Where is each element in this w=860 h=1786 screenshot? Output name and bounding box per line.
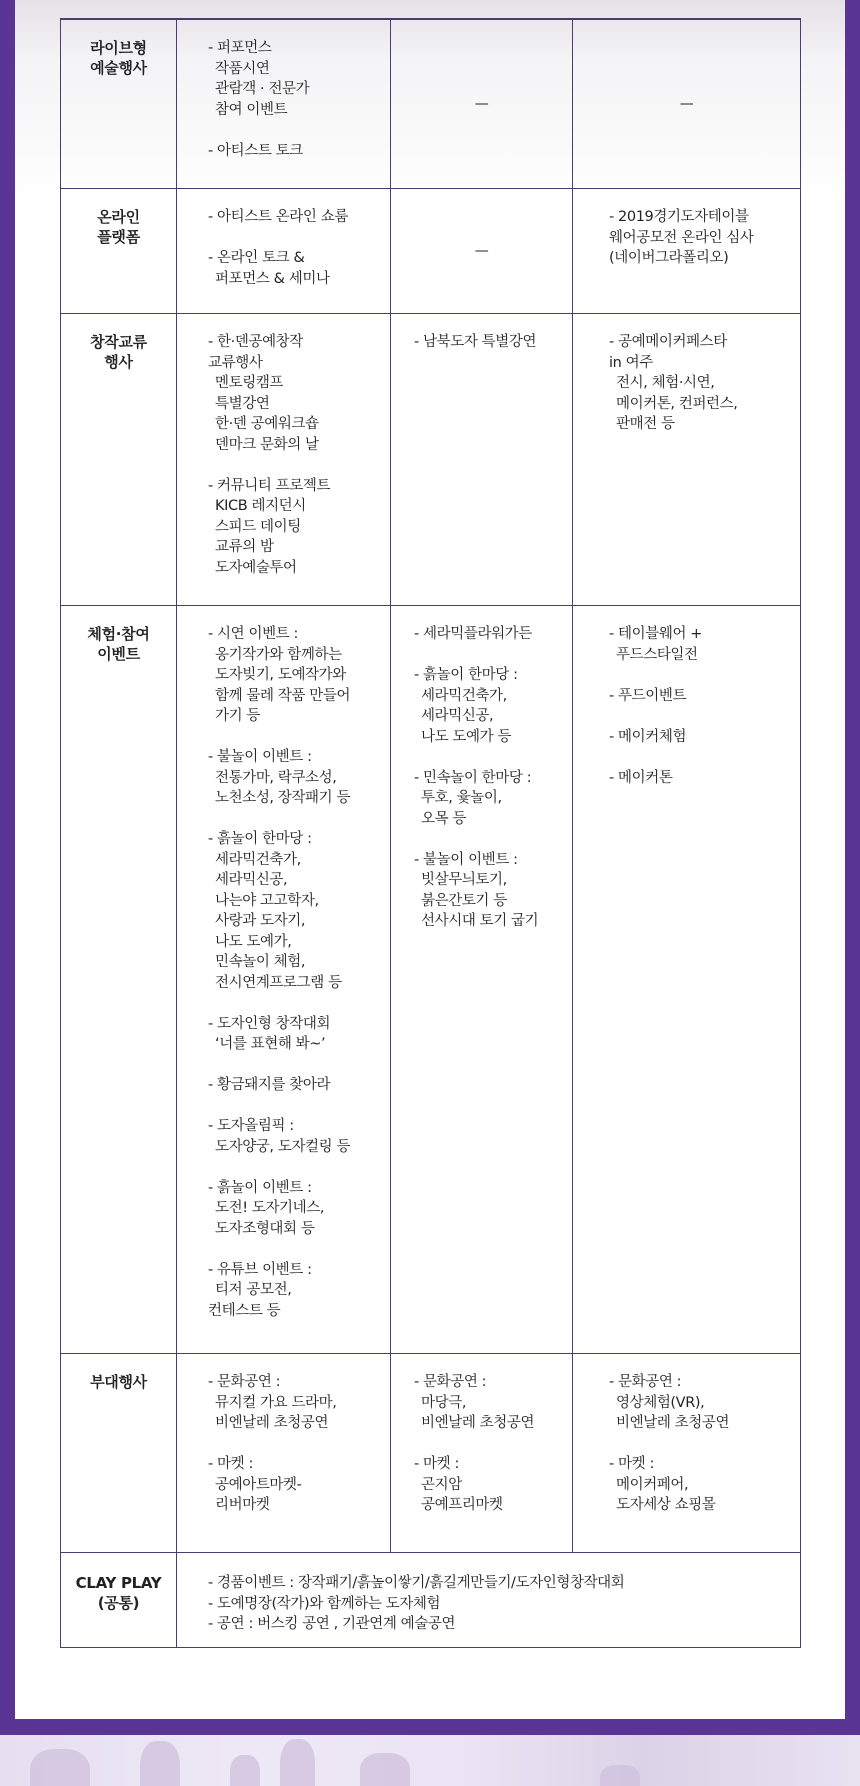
cell-item-heading: - 마켓 :	[609, 1456, 654, 1472]
cell-item-detail: 전시연계프로그램 등	[215, 974, 342, 991]
cell-item-detail: 특별강연	[215, 395, 270, 412]
category-label-line: 체험·참여	[87, 625, 150, 643]
category-label-line: CLAY PLAY	[75, 1574, 162, 1592]
cell-item-detail: 웨어공모전 온라인 심사	[609, 229, 754, 246]
empty-cell-dash: —	[391, 189, 573, 314]
cell-item-detail: ‘너를 표현해 봐~’	[215, 1036, 326, 1052]
cell-item-detail: 사랑과 도자기,	[215, 913, 306, 929]
cell-item-heading: - 테이블웨어 +	[609, 626, 703, 642]
cell-item-group	[208, 747, 382, 809]
cell-item-detail: 비엔날레 초청공연	[421, 1415, 535, 1431]
cell-item-heading: - 한·덴공예창작	[208, 334, 303, 350]
category-label-line: 창작교류	[90, 333, 147, 351]
cell-item-heading: - 커뮤니티 프로젝트	[208, 477, 331, 494]
table-cell	[391, 1354, 573, 1553]
cell-item-group	[208, 207, 382, 228]
cell-item-detail: 나도 도예가,	[215, 933, 292, 950]
cell-item-detail: 나는야 고고학자,	[215, 892, 319, 909]
cell-item-group	[414, 850, 564, 932]
cell-item-heading: - 흙놀이 한마당 :	[414, 667, 518, 683]
cell-item-detail: 민속놀이 체험,	[215, 954, 306, 970]
table-cell	[573, 1354, 801, 1553]
cell-item-heading: - 흙놀이 한마당 :	[208, 831, 312, 847]
cell-item-detail: 오목 등	[421, 810, 467, 827]
cell-item-heading: - 세라믹플라워가든	[414, 626, 532, 642]
table-row	[61, 20, 801, 189]
cell-item-heading: - 도자올림픽 :	[208, 1118, 294, 1134]
table-row	[61, 189, 801, 314]
table-cell	[573, 189, 801, 314]
cell-item-heading: - 메이커톤	[609, 769, 673, 786]
table-cell	[177, 606, 391, 1354]
table-cell	[573, 314, 801, 606]
cell-item-detail: 한·덴 공예워크숍	[215, 416, 319, 432]
row-category	[61, 1553, 177, 1648]
cell-item-detail: in 여주	[609, 354, 653, 371]
cell-item-heading: - 남북도자 특별강연	[414, 334, 537, 350]
cell-item-heading: - 흙놀이 이벤트 :	[208, 1179, 312, 1196]
cell-item-detail: 판매전 등	[616, 416, 675, 432]
cell-item-heading: - 문화공연 :	[414, 1374, 487, 1390]
common-event-line: - 공연 : 버스킹 공연 , 기관연계 예술공연	[208, 1616, 456, 1632]
cell-item-detail: 스피드 데이팅	[215, 518, 301, 535]
category-label-line: (공통)	[97, 1594, 140, 1612]
cell-item-detail: 가기 등	[215, 708, 261, 724]
cell-item-group	[414, 768, 564, 830]
table-cell	[177, 314, 391, 606]
cell-item-detail: 메이커페어,	[616, 1476, 689, 1493]
cell-item-detail: 작품시연	[215, 60, 270, 77]
cell-item-detail: 교류행사	[208, 354, 263, 371]
cell-item-detail: 빗살무늬토기,	[421, 872, 507, 888]
cell-item-group	[414, 332, 564, 353]
row-category	[61, 189, 177, 314]
cell-item-heading: - 황금돼지를 찾아라	[208, 1077, 331, 1093]
purple-frame-right	[845, 0, 860, 1735]
cell-item-detail: 덴마크 문화의 날	[215, 436, 319, 453]
category-label-line: 예술행사	[90, 59, 147, 77]
table-cell	[391, 606, 573, 1354]
empty-cell-dash: —	[391, 20, 573, 189]
cell-item-detail: 함께 물레 작품 만들어	[215, 687, 351, 704]
cell-item-detail: 붉은간토기 등	[421, 892, 507, 909]
cell-item-group	[208, 829, 382, 993]
purple-frame-left	[0, 0, 15, 1735]
cell-item-group	[208, 1372, 382, 1434]
purple-frame-bottom	[0, 1719, 860, 1735]
cell-item-heading: - 메이커체험	[609, 728, 687, 745]
table-cell	[573, 606, 801, 1354]
cell-item-detail: 메이커톤, 컨퍼런스,	[616, 395, 738, 412]
cell-item-detail: 뮤지컬 가요 드라마,	[215, 1394, 337, 1411]
cell-item-detail: 선사시대 토기 굽기	[421, 913, 539, 929]
cell-item-heading: - 푸드이벤트	[609, 687, 687, 704]
cell-item-detail: 비엔날레 초청공연	[616, 1415, 730, 1431]
cell-item-heading: - 민속놀이 한마당 :	[414, 769, 532, 786]
row-category	[61, 20, 177, 189]
cell-item-heading: - 마켓 :	[414, 1456, 459, 1472]
cell-item-group	[609, 207, 792, 269]
cell-item-group	[609, 727, 792, 748]
cell-item-group	[208, 1075, 382, 1096]
cell-item-detail: 교류의 밤	[215, 539, 274, 555]
cell-item-detail: 노천소성, 장작패기 등	[215, 790, 351, 806]
cell-item-group	[609, 332, 792, 435]
cell-item-heading: - 마켓 :	[208, 1456, 253, 1472]
category-label-line: 이벤트	[97, 645, 140, 663]
cell-item-group	[609, 1372, 792, 1434]
table-row	[61, 314, 801, 606]
cell-item-detail: 세라믹신공,	[215, 872, 288, 888]
table-cell	[391, 314, 573, 606]
cell-item-heading: - 유튜브 이벤트 :	[208, 1261, 312, 1278]
cell-item-heading: - 문화공연 :	[208, 1374, 281, 1390]
cell-item-group	[208, 1260, 382, 1322]
cell-item-group	[208, 332, 382, 455]
cell-item-detail: 곤지암	[421, 1476, 462, 1493]
cell-item-detail: 도자예술투어	[215, 559, 297, 576]
cell-item-heading: - 불놀이 이벤트 :	[414, 851, 518, 868]
cell-item-detail: 리버마켓	[215, 1497, 270, 1513]
cell-item-heading: - 문화공연 :	[609, 1374, 682, 1390]
cell-item-detail: 공예아트마켓-	[215, 1476, 302, 1493]
cell-item-heading: - 시연 이벤트 :	[208, 626, 298, 642]
cell-item-detail: 전시, 체험·시연,	[616, 375, 715, 391]
cell-item-group	[208, 1014, 382, 1055]
category-label-line: 온라인	[97, 208, 140, 226]
table-body	[61, 19, 801, 1648]
table-row	[61, 1354, 801, 1553]
cell-item-detail: 옹기작가와 함께하는	[215, 646, 342, 663]
common-event-line: - 경품이벤트 : 장작패기/흙높이쌓기/흙길게만들기/도자인형창작대회	[208, 1575, 625, 1591]
cell-item-heading: - 온라인 토크 &	[208, 250, 305, 266]
table-cell	[177, 1354, 391, 1553]
cell-item-heading: - 불놀이 이벤트 :	[208, 749, 312, 765]
cell-item-detail: 도자조형대회 등	[215, 1220, 315, 1237]
common-event-line: - 도예명장(작가)와 함께하는 도자체험	[208, 1595, 441, 1612]
cell-item-detail: 세라믹신공,	[421, 708, 494, 724]
cell-item-group	[208, 1454, 382, 1516]
cell-item-group	[208, 1116, 382, 1157]
cell-item-detail: 나도 도예가 등	[421, 728, 512, 745]
cell-item-detail: 세라믹건축가,	[215, 851, 301, 868]
cell-item-group	[609, 624, 792, 665]
cell-item-detail: 도자빚기, 도예작가와	[215, 667, 346, 683]
cell-item-heading: - 2019경기도자테이블	[609, 209, 749, 225]
cell-item-detail: 투호, 윷놀이,	[421, 790, 502, 806]
cell-item-heading: - 아티스트 토크	[208, 142, 303, 159]
cell-item-detail: 공예프리마켓	[421, 1497, 503, 1513]
cell-item-detail: 티저 공모전,	[215, 1282, 292, 1298]
cell-item-heading: - 아티스트 온라인 쇼룸	[208, 209, 348, 225]
row-category	[61, 606, 177, 1354]
cell-item-group	[414, 1372, 564, 1434]
category-label-line: 부대행사	[90, 1373, 147, 1391]
cell-item-detail: 컨테스트 등	[208, 1302, 281, 1319]
cell-item-group	[208, 248, 382, 289]
table-cell	[177, 20, 391, 189]
cell-item-heading: - 도자인형 창작대회	[208, 1015, 331, 1032]
category-label-line: 행사	[104, 353, 133, 371]
cell-item-detail: 퍼포먼스 & 세미나	[215, 270, 330, 287]
cell-item-group	[414, 1454, 564, 1516]
cell-item-group	[414, 665, 564, 747]
table-cell	[177, 189, 391, 314]
cell-item-detail: 영상체험(VR),	[616, 1394, 705, 1411]
cell-item-detail: 도자세상 쇼핑몰	[616, 1497, 716, 1513]
category-label-line: 라이브형	[90, 39, 147, 57]
table-row	[61, 606, 801, 1354]
cell-item-heading: - 공예메이커페스타	[609, 334, 727, 350]
cell-item-detail: (네이버그라폴리오)	[609, 250, 729, 266]
cell-item-detail: KICB 레지던시	[215, 498, 306, 514]
cell-item-detail: 도자양궁, 도자컬링 등	[215, 1138, 351, 1155]
cell-item-group	[208, 38, 382, 120]
table-row-common	[61, 1553, 801, 1648]
cell-item-detail: 멘토링캠프	[215, 375, 284, 391]
cell-item-detail: 세라믹건축가,	[421, 687, 507, 704]
cell-item-group	[208, 141, 382, 162]
cell-item-detail: 마당극,	[421, 1394, 467, 1411]
cell-item-heading: - 퍼포먼스	[208, 40, 272, 56]
category-label-line: 플랫폼	[97, 228, 140, 246]
cell-item-detail: 푸드스타일전	[616, 646, 698, 663]
cell-item-group	[208, 1178, 382, 1240]
empty-cell-dash: —	[573, 20, 801, 189]
row-category	[61, 314, 177, 606]
common-events-cell	[177, 1553, 801, 1648]
cell-item-group	[609, 686, 792, 707]
background-photo-strip	[0, 1735, 860, 1786]
event-schedule-table	[60, 18, 801, 1648]
row-category	[61, 1354, 177, 1553]
cell-item-detail: 비엔날레 초청공연	[215, 1415, 329, 1431]
cell-item-detail: 전통가마, 락쿠소성,	[215, 769, 337, 786]
cell-item-detail: 참여 이벤트	[215, 101, 288, 118]
cell-item-group	[414, 624, 564, 645]
cell-item-detail: 관람객 · 전문가	[215, 81, 310, 97]
cell-item-group	[609, 768, 792, 789]
cell-item-group	[208, 476, 382, 579]
cell-item-group	[208, 624, 382, 727]
cell-item-detail: 도전! 도자기네스,	[215, 1200, 325, 1216]
cell-item-group	[609, 1454, 792, 1516]
